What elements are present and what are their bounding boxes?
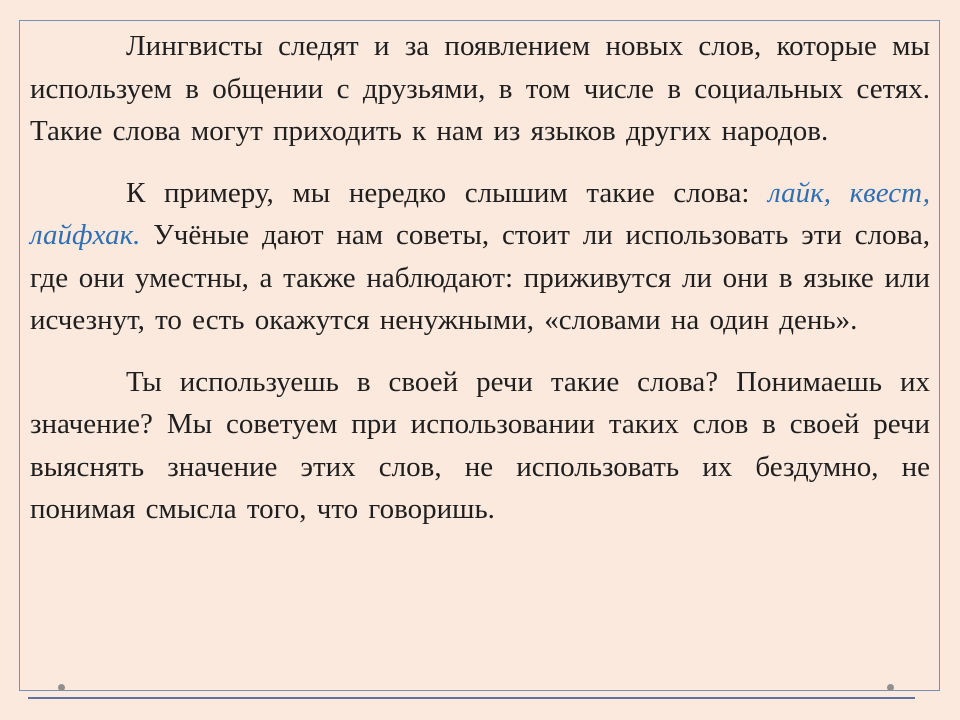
bottom-divider: [28, 697, 915, 699]
bullet-dot-right: [887, 684, 894, 691]
paragraph-3: Ты используешь в своей речи такие слова? Понимаешь их значение? Мы советуем при использовании таких слов в своей речи выяснять значение этих слов, не использовать их бездумно, не понимая смысла того, что говоришь.: [30, 365, 930, 525]
paragraph-2-intro: К примеру, мы нередко слышим такие слова:: [126, 176, 750, 209]
paragraph-2: [30, 172, 930, 342]
bullet-dot-left: [58, 684, 65, 691]
slide-text: [30, 25, 930, 531]
example-words: лайк, квест, лайфхак.: [30, 176, 931, 251]
paragraph-1: Лингвисты следят и за появлением новых слов, которые мы используем в общении с друзьями, в том числе в социальных сетях. Такие слова могут приходить к нам из языков других народов.: [30, 30, 930, 147]
paragraph-2-rest: Учёные дают нам советы, стоит ли использовать эти слова, где они уместны, а также наблюдают: приживутся ли они в языке или исчезнут, то есть окажутся ненужными, «словами на один день».: [30, 219, 931, 336]
